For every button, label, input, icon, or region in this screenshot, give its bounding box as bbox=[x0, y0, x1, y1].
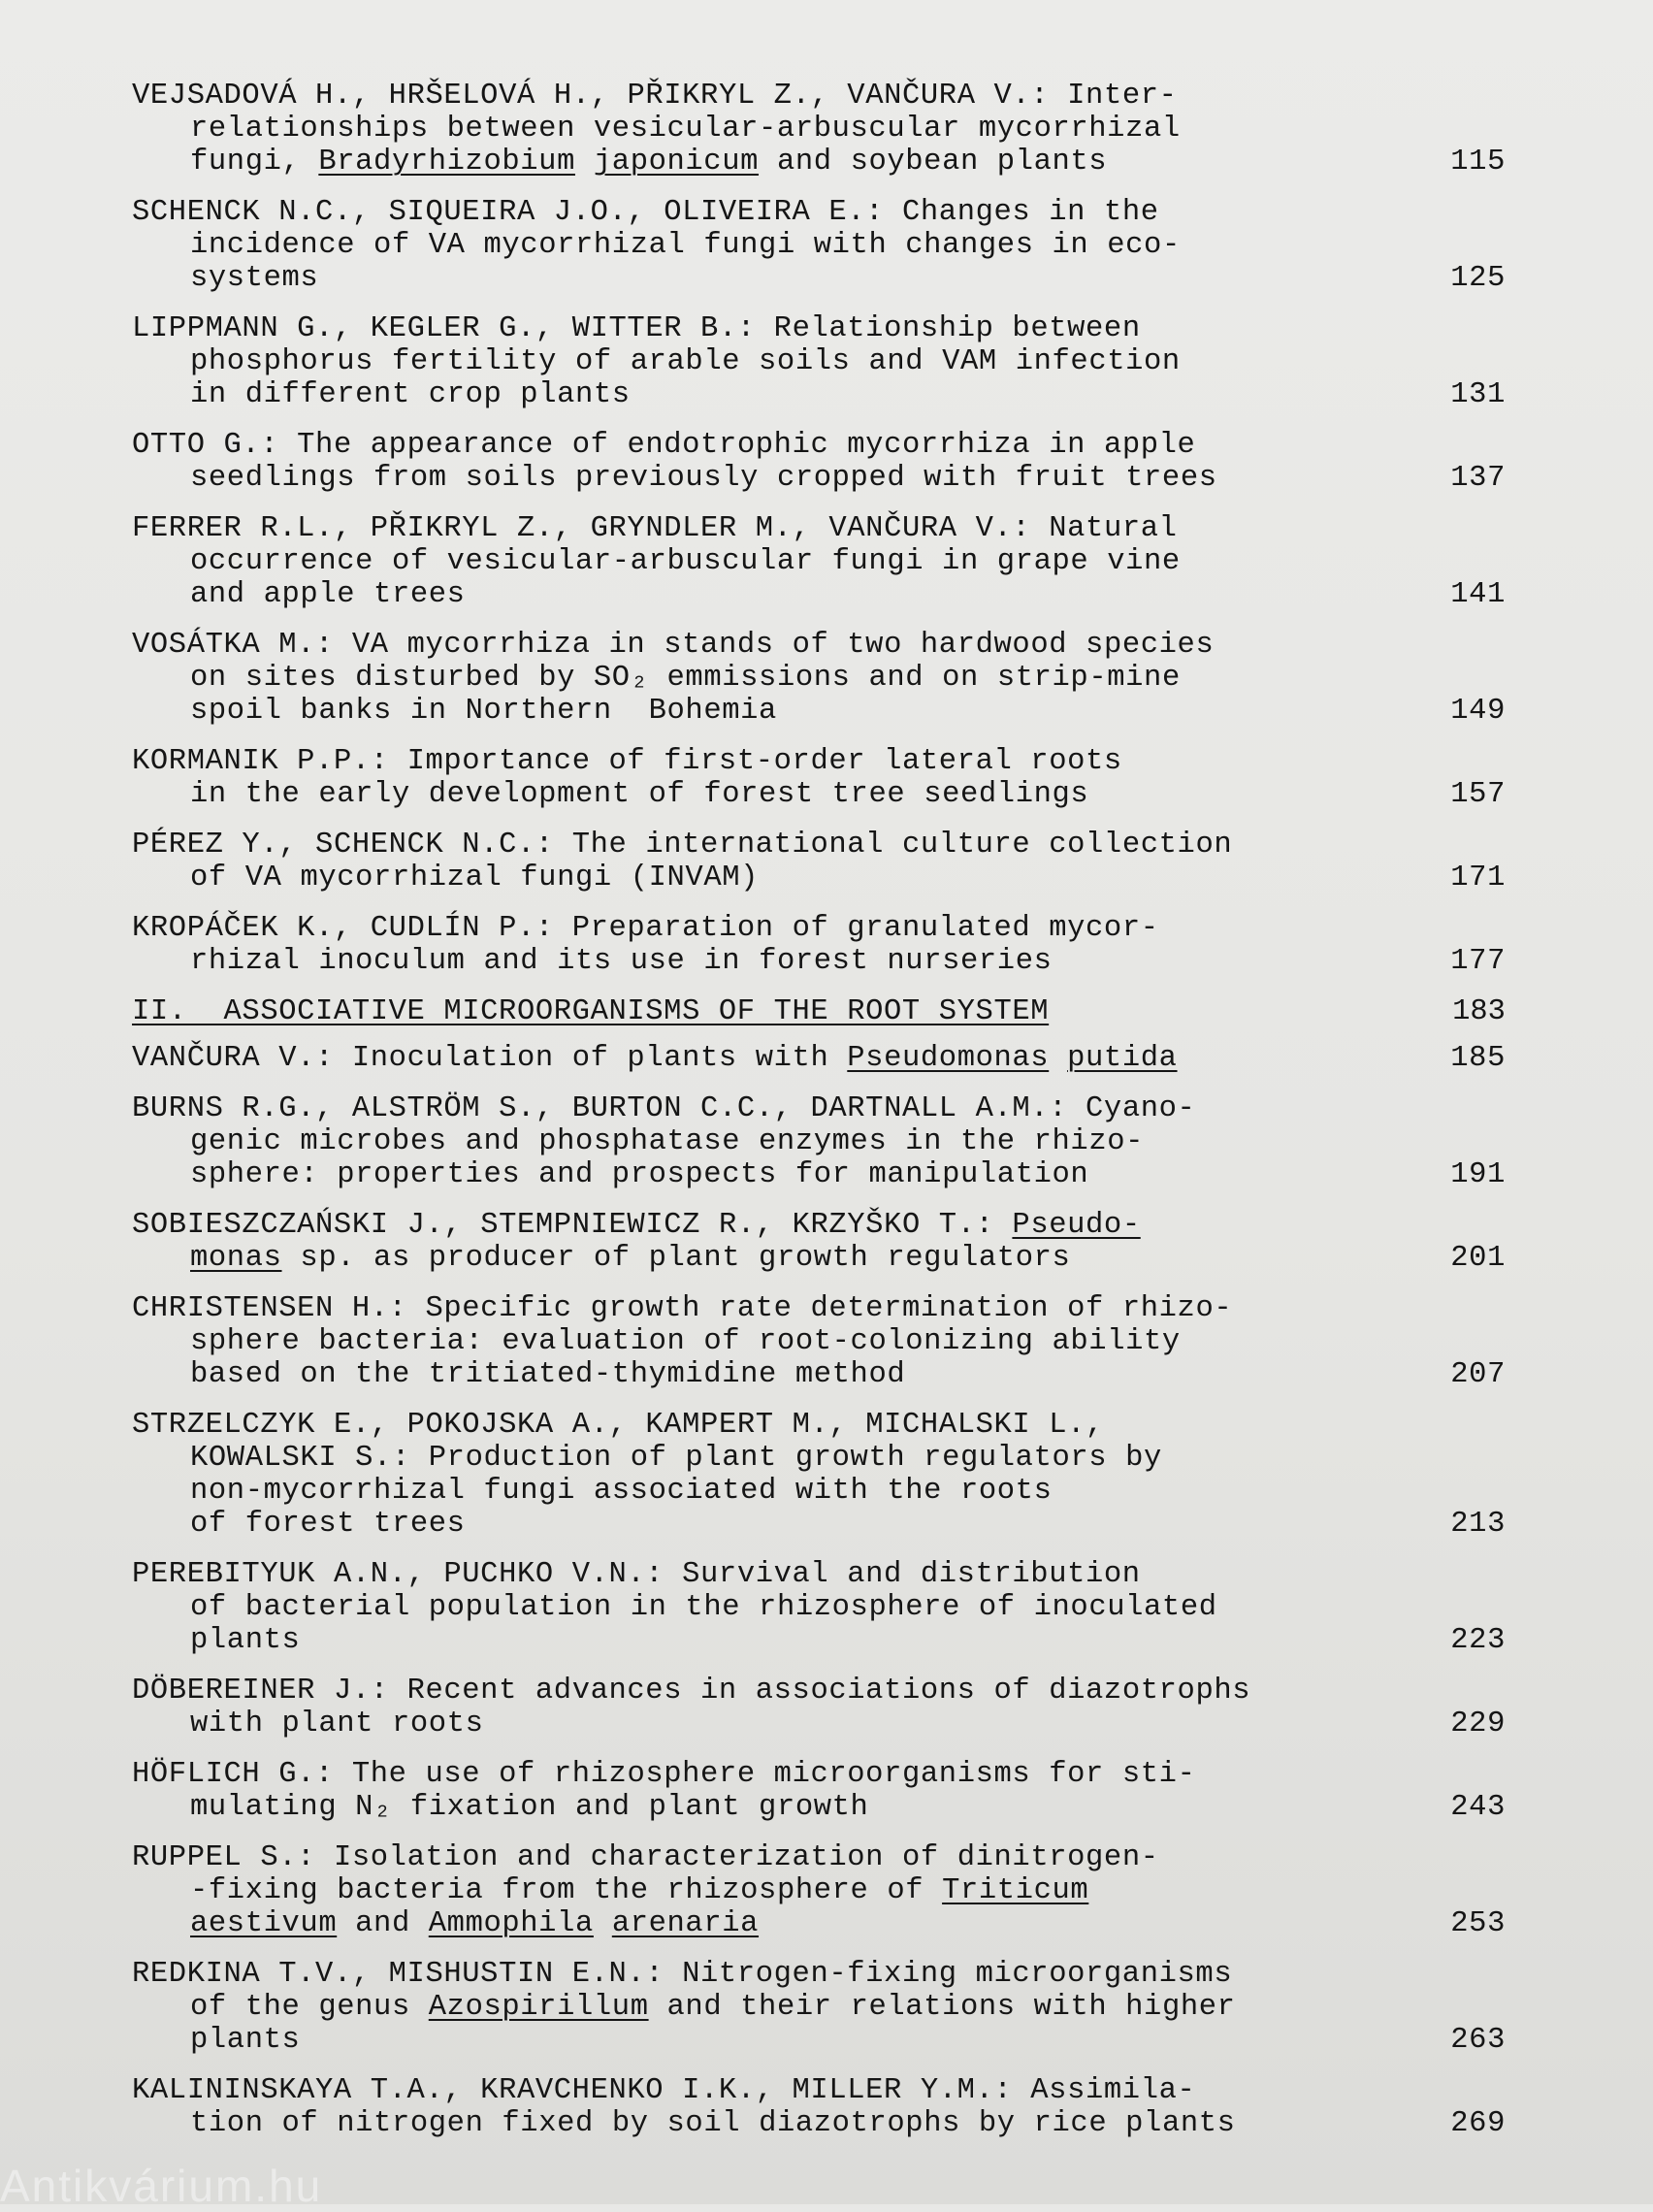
entry-title-line: incidence of VA mycorrhizal fungi with changes in eco- bbox=[190, 229, 1181, 262]
entry-page-number: 137 bbox=[1450, 462, 1506, 495]
entry-page-number: 253 bbox=[1450, 1907, 1506, 1940]
entry-title-line: tion of nitrogen fixed by soil diazotrophs by rice plants bbox=[190, 2107, 1236, 2140]
toc-entries-part-1 bbox=[132, 80, 1506, 978]
entry-authors-line: KORMANIK P.P.: Importance of first-order lateral roots bbox=[132, 745, 1122, 778]
entry-title-line: plants bbox=[190, 2024, 301, 2057]
entry-title-line: occurrence of vesicular-arbuscular fungi in grape vine bbox=[190, 545, 1181, 578]
toc-entry bbox=[132, 1092, 1506, 1191]
entry-title-line: of VA mycorrhizal fungi (INVAM) bbox=[190, 862, 760, 895]
entry-title-line: -fixing bacteria from the rhizosphere of Triticum bbox=[190, 1874, 1089, 1907]
underlined-term: Pseudo- bbox=[1012, 1209, 1141, 1242]
toc-entry bbox=[132, 512, 1506, 611]
underlined-term: Triticum bbox=[942, 1874, 1089, 1907]
entry-title-line: spoil banks in Northern Bohemia bbox=[190, 695, 777, 728]
entry-title-line: and apple trees bbox=[190, 578, 466, 611]
entry-authors-line: VANČURA V.: Inoculation of plants with Pseudomonas putida bbox=[132, 1042, 1178, 1075]
entry-title-line: systems bbox=[190, 262, 319, 295]
entry-page-number: 243 bbox=[1450, 1791, 1506, 1824]
entry-authors-line: CHRISTENSEN H.: Specific growth rate determination of rhizo- bbox=[132, 1292, 1233, 1325]
toc-entry bbox=[132, 80, 1506, 179]
toc-entry bbox=[132, 745, 1506, 811]
entry-page-number: 185 bbox=[1450, 1042, 1506, 1075]
toc-entry bbox=[132, 1841, 1506, 1940]
entry-page-number: 207 bbox=[1450, 1358, 1506, 1391]
entry-title-line: based on the tritiated-thymidine method bbox=[190, 1358, 906, 1391]
entry-title-line: of forest trees bbox=[190, 1508, 466, 1541]
entry-page-number: 141 bbox=[1450, 578, 1506, 611]
entry-authors-line: KROPÁČEK K., CUDLÍN P.: Preparation of granulated mycor- bbox=[132, 912, 1159, 945]
entry-authors-line: BURNS R.G., ALSTRÖM S., BURTON C.C., DARTNALL A.M.: Cyano- bbox=[132, 1092, 1196, 1125]
entry-title-line: fungi, Bradyrhizobium japonicum and soybean plants bbox=[190, 146, 1108, 179]
section-heading bbox=[132, 995, 1506, 1028]
entry-page-number: 201 bbox=[1450, 1242, 1506, 1275]
entry-page-number: 171 bbox=[1450, 862, 1506, 895]
toc-entry bbox=[132, 2074, 1506, 2140]
entry-authors-line: PÉREZ Y., SCHENCK N.C.: The international culture collection bbox=[132, 829, 1233, 862]
underlined-term: monas bbox=[190, 1242, 282, 1275]
toc-entry bbox=[132, 829, 1506, 895]
underlined-term: putida bbox=[1067, 1042, 1178, 1075]
toc-entry bbox=[132, 1042, 1506, 1075]
toc-entry bbox=[132, 1758, 1506, 1824]
entry-title-line: in the early development of forest tree seedlings bbox=[190, 778, 1089, 811]
toc-entry bbox=[132, 629, 1506, 728]
section-title: II. ASSOCIATIVE MICROORGANISMS OF THE ROOT SYSTEM bbox=[132, 995, 1050, 1028]
entry-title-line: seedlings from soils previously cropped with fruit trees bbox=[190, 462, 1217, 495]
entry-authors-line: SCHENCK N.C., SIQUEIRA J.O., OLIVEIRA E.: Changes in the bbox=[132, 196, 1159, 229]
underlined-term: Azospirillum bbox=[428, 1991, 649, 2024]
toc-entry bbox=[132, 1558, 1506, 1657]
entry-authors-line: VEJSADOVÁ H., HRŠELOVÁ H., PŘIKRYL Z., VANČURA V.: Inter- bbox=[132, 80, 1178, 113]
entry-title-line: on sites disturbed by SO₂ emmissions and on strip-mine bbox=[190, 662, 1181, 695]
underlined-term: japonicum bbox=[593, 146, 760, 179]
entry-title-line: non-mycorrhizal fungi associated with the roots bbox=[190, 1475, 1053, 1508]
entry-title-line: genic microbes and phosphatase enzymes in the rhizo- bbox=[190, 1125, 1145, 1158]
toc-entry bbox=[132, 1292, 1506, 1391]
entry-authors-line: DÖBEREINER J.: Recent advances in associations of diazotrophs bbox=[132, 1675, 1251, 1708]
toc-entry bbox=[132, 1675, 1506, 1740]
entry-page-number: 177 bbox=[1450, 945, 1506, 978]
entry-page-number: 115 bbox=[1450, 146, 1506, 179]
entry-authors-line: OTTO G.: The appearance of endotrophic mycorrhiza in apple bbox=[132, 429, 1196, 462]
entry-authors-line: VOSÁTKA M.: VA mycorrhiza in stands of two hardwood species bbox=[132, 629, 1215, 662]
entry-page-number: 131 bbox=[1450, 378, 1506, 411]
entry-page-number: 125 bbox=[1450, 262, 1506, 295]
toc-entry bbox=[132, 429, 1506, 495]
toc-entry bbox=[132, 312, 1506, 411]
entry-title-line: mulating N₂ fixation and plant growth bbox=[190, 1791, 869, 1824]
entry-title-line: monas sp. as producer of plant growth regulators bbox=[190, 1242, 1071, 1275]
toc-entry bbox=[132, 196, 1506, 295]
entry-title-line: sphere bacteria: evaluation of root-colonizing ability bbox=[190, 1325, 1181, 1358]
section-page-number: 183 bbox=[1452, 995, 1506, 1028]
watermark-text: Antikvárium.hu bbox=[0, 2161, 323, 2211]
entry-authors-line: LIPPMANN G., KEGLER G., WITTER B.: Relationship between bbox=[132, 312, 1141, 345]
underlined-term: Bradyrhizobium bbox=[318, 146, 575, 179]
entry-authors-line: KALININSKAYA T.A., KRAVCHENKO I.K., MILLER Y.M.: Assimila- bbox=[132, 2074, 1196, 2107]
entry-page-number: 191 bbox=[1450, 1158, 1506, 1191]
entry-title-line: of bacterial population in the rhizosphere of inoculated bbox=[190, 1591, 1217, 1624]
entry-authors-line: SOBIESZCZAŃSKI J., STEMPNIEWICZ R., KRZYŠKO T.: Pseudo- bbox=[132, 1209, 1141, 1242]
toc-entry bbox=[132, 1409, 1506, 1541]
entry-page-number: 269 bbox=[1450, 2107, 1506, 2140]
entry-page-number: 149 bbox=[1450, 695, 1506, 728]
entry-title-line: sphere: properties and prospects for manipulation bbox=[190, 1158, 1089, 1191]
entry-title-line: aestivum and Ammophila arenaria bbox=[190, 1907, 760, 1940]
entry-title-line: KOWALSKI S.: Production of plant growth regulators by bbox=[190, 1442, 1162, 1475]
entry-title-line: plants bbox=[190, 1624, 301, 1657]
underlined-term: Ammophila bbox=[428, 1907, 594, 1940]
toc-entry bbox=[132, 1209, 1506, 1275]
table-of-contents bbox=[132, 80, 1506, 2158]
underlined-term: Pseudomonas bbox=[847, 1042, 1050, 1075]
entry-title-line: rhizal inoculum and its use in forest nurseries bbox=[190, 945, 1053, 978]
entry-page-number: 157 bbox=[1450, 778, 1506, 811]
entry-title-line: relationships between vesicular-arbuscular mycorrhizal bbox=[190, 113, 1181, 146]
entry-title-line: of the genus Azospirillum and their relations with higher bbox=[190, 1991, 1236, 2024]
entry-authors-line: REDKINA T.V., MISHUSTIN E.N.: Nitrogen-fixing microorganisms bbox=[132, 1958, 1233, 1991]
underlined-term: arenaria bbox=[611, 1907, 760, 1940]
entry-page-number: 223 bbox=[1450, 1624, 1506, 1657]
entry-authors-line: RUPPEL S.: Isolation and characterization of dinitrogen- bbox=[132, 1841, 1159, 1874]
toc-entry bbox=[132, 1958, 1506, 2057]
underlined-term: aestivum bbox=[190, 1907, 338, 1940]
entry-page-number: 229 bbox=[1450, 1708, 1506, 1740]
entry-title-line: phosphorus fertility of arable soils and VAM infection bbox=[190, 345, 1181, 378]
entry-title-line: in different crop plants bbox=[190, 378, 631, 411]
entry-authors-line: STRZELCZYK E., POKOJSKA A., KAMPERT M., MICHALSKI L., bbox=[132, 1409, 1104, 1442]
toc-entry bbox=[132, 912, 1506, 978]
entry-authors-line: HÖFLICH G.: The use of rhizosphere microorganisms for sti- bbox=[132, 1758, 1196, 1791]
entry-authors-line: PEREBITYUK A.N., PUCHKO V.N.: Survival and distribution bbox=[132, 1558, 1141, 1591]
entry-title-line: with plant roots bbox=[190, 1708, 484, 1740]
toc-entries-part-2 bbox=[132, 1042, 1506, 2140]
entry-page-number: 213 bbox=[1450, 1508, 1506, 1541]
entry-authors-line: FERRER R.L., PŘIKRYL Z., GRYNDLER M., VANČURA V.: Natural bbox=[132, 512, 1178, 545]
entry-page-number: 263 bbox=[1450, 2024, 1506, 2057]
